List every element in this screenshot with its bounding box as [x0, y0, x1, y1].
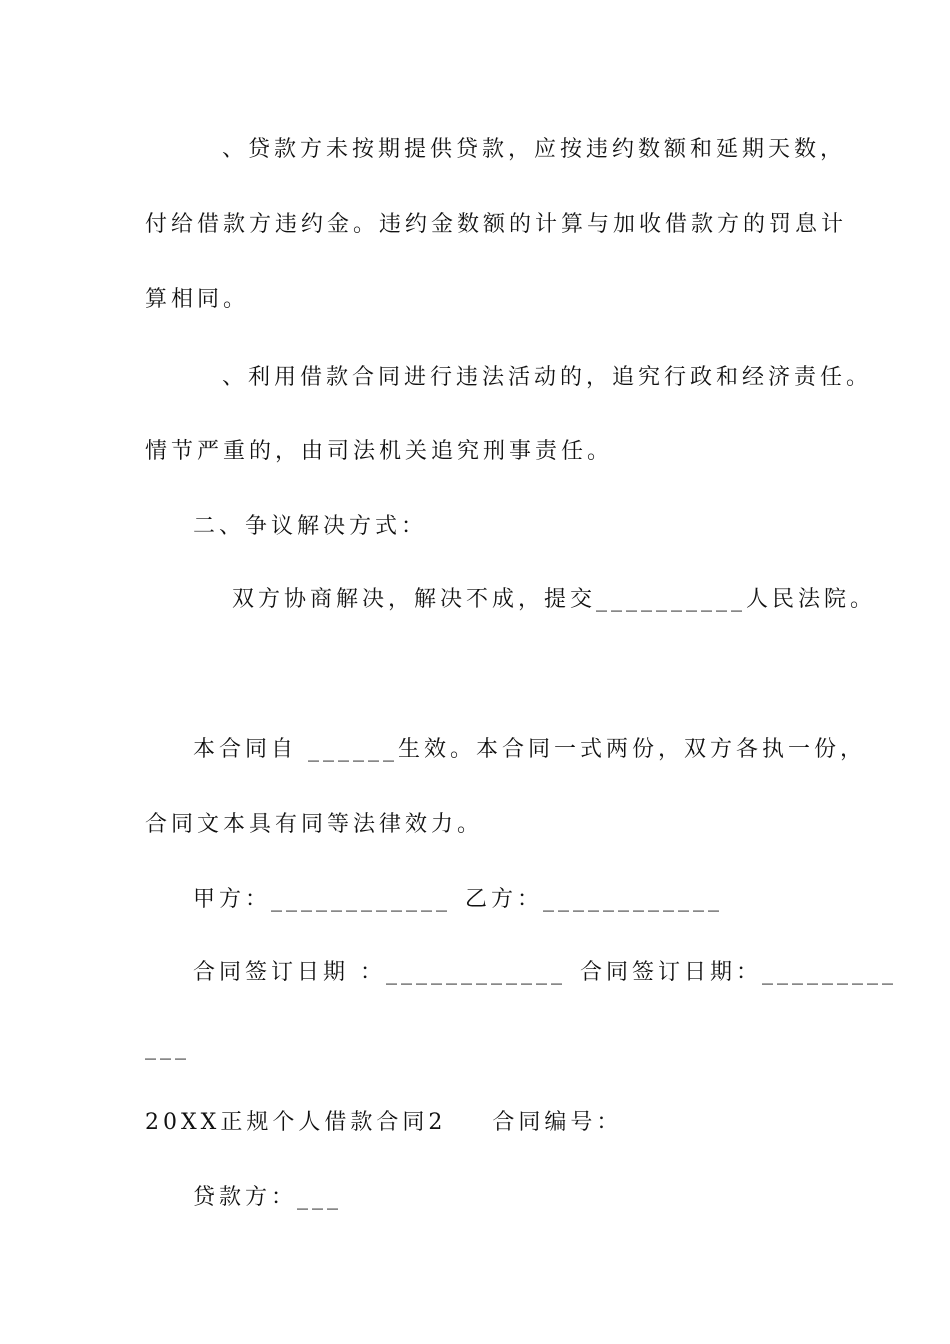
sign-date-b-field: 合同签订日期：_________ — [580, 960, 898, 985]
party-a-field: 甲方：____________ — [193, 887, 452, 912]
effect-clause-line: 本合同自 ______生效。本合同一式两份，双方各执一份， — [193, 737, 866, 762]
contract-2-header — [145, 1108, 950, 1138]
signing-dates — [193, 958, 950, 988]
party-b-field: 乙方：____________ — [465, 887, 724, 912]
effect-clause-line: 合同文本具有同等法律效力。 — [145, 812, 484, 837]
signature-parties — [193, 885, 950, 915]
paragraph-line: 、贷款方未按期提供贷款，应按违约数额和延期天数， — [222, 137, 847, 162]
contract-number-label: 合同编号： — [492, 1110, 623, 1135]
paragraph-line: 情节严重的，由司法机关追究刑事责任。 — [145, 439, 614, 464]
contract-2-title: 20XX正规个人借款合同2 — [145, 1110, 447, 1135]
dispute-resolution-text: 双方协商解决，解决不成，提交__________人民法院。 — [232, 587, 877, 612]
paragraph-line: 、利用借款合同进行违法活动的，追究行政和经济责任。 — [222, 365, 873, 390]
sign-date-b-continuation: ___ — [145, 1035, 190, 1060]
paragraph-line: 付给借款方违约金。违约金数额的计算与加收借款方的罚息计 — [145, 212, 848, 237]
sign-date-a-field: 合同签订日期 ：____________ — [193, 960, 566, 985]
section-heading: 二、争议解决方式： — [193, 514, 428, 539]
paragraph-line: 算相同。 — [145, 287, 250, 312]
lender-field: 贷款方：___ — [193, 1185, 343, 1210]
